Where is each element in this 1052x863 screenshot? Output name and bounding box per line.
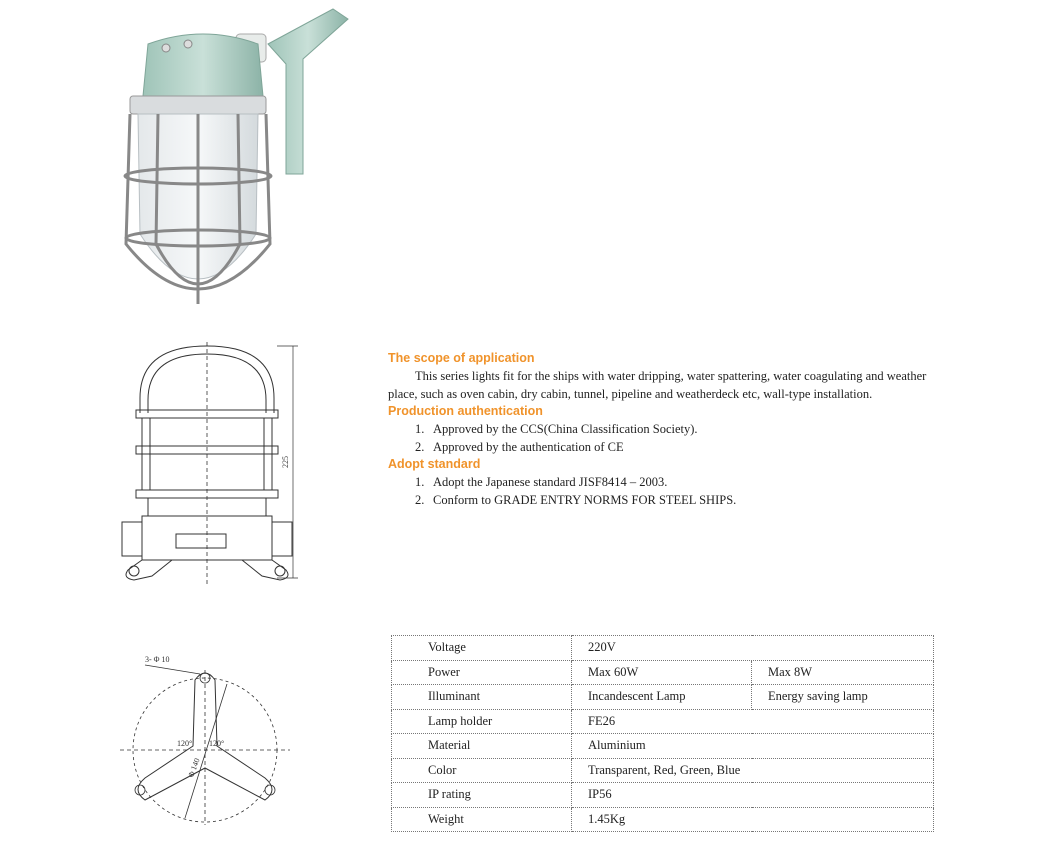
spec-table [391,635,934,832]
adopt-list [388,473,948,509]
scope-heading: The scope of application [388,351,535,365]
list-item: 2. Approved by the authentication of CE [415,440,624,454]
adopt-heading: Adopt standard [388,457,481,471]
spec-value: Max 60W [572,660,752,685]
list-item: 1. Adopt the Japanese standard JISF8414 – 2003. [415,475,668,489]
spec-value: Incandescent Lamp [572,685,752,710]
spec-value: IP56 [572,783,934,808]
table-row [392,807,934,832]
spec-label: Illuminant [392,685,572,710]
table-row [392,709,934,734]
front-drawing [112,338,302,588]
hole-label: 3- Φ 10 [145,655,170,664]
production-list [388,420,948,456]
spec-label: Power [392,660,572,685]
diameter-label: Φ 140 [186,756,202,779]
table-row [392,758,934,783]
spec-value-alt: Energy saving lamp [752,685,934,710]
spec-value: 220V [572,636,934,661]
list-item: 2. Conform to GRADE ENTRY NORMS FOR STEEL SHIPS. [415,493,737,507]
table-row [392,660,934,685]
angle-label-left: 120° [177,739,193,748]
spec-value: 1.45Kg [572,807,934,832]
spec-label: Material [392,734,572,759]
production-heading: Production authentication [388,404,543,418]
spec-label: IP rating [392,783,572,808]
table-row [392,734,934,759]
table-row [392,636,934,661]
spec-label: Weight [392,807,572,832]
spec-label: Lamp holder [392,709,572,734]
description-block [388,350,948,509]
spec-value-alt: Max 8W [752,660,934,685]
spec-label: Color [392,758,572,783]
spec-label: Voltage [392,636,572,661]
scope-text: This series lights fit for the ships with water dripping, water spattering, water coagulating and weather place, such as oven cabin, dry cabin, tunnel, pipeline and weatherdeck etc, wall-type installation. [388,369,927,401]
table-row [392,685,934,710]
product-photo [108,4,358,316]
list-item: 1. Approved by the CCS(China Classification Society). [415,422,698,436]
spec-value: Transparent, Red, Green, Blue [572,758,934,783]
spec-value: FE26 [572,709,934,734]
spec-value: Aluminium [572,734,934,759]
base-drawing [115,650,300,830]
table-row [392,783,934,808]
angle-label-right: 120° [209,739,225,748]
height-dimension: 225 [281,456,290,468]
